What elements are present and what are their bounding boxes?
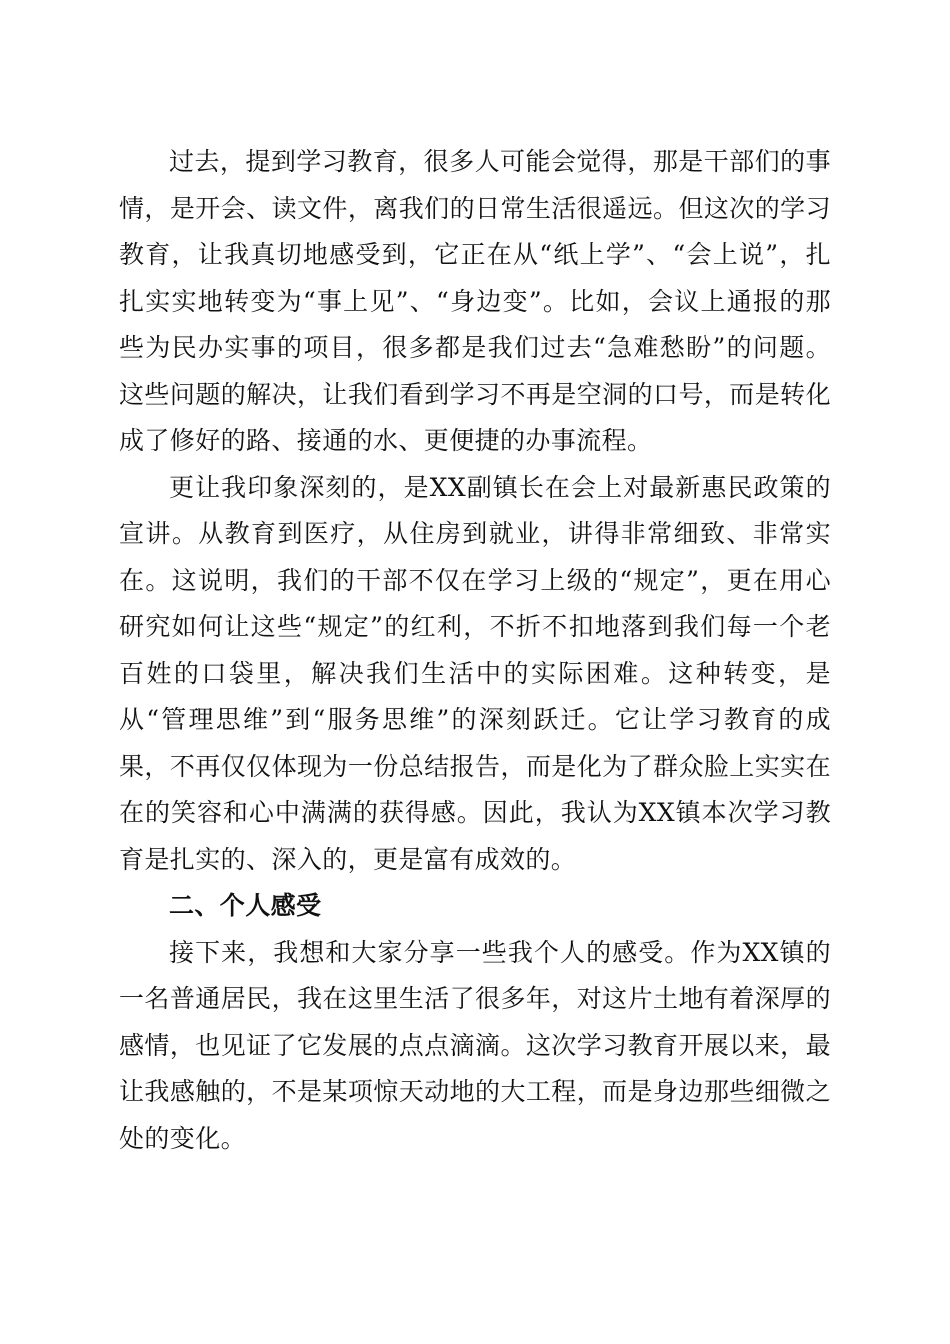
section-heading: 二、个人感受: [169, 891, 322, 920]
document-body: [119, 139, 831, 1162]
section-paragraph-1: 接下来，我想和大家分享一些我个人的感受。作为XX镇的一名普通居民，我在这里生活了很多年，对这片土地有着深厚的感情，也见证了它发展的点点滴滴。这次学习教育开展以来，最让我感触的，不是某项惊天动地的大工程，而是身边那些细微之处的变化。: [119, 937, 831, 1153]
body-paragraph-2: 更让我印象深刻的，是XX副镇长在会上对最新惠民政策的宣讲。从教育到医疗，从住房到就业，讲得非常细致、非常实在。这说明，我们的干部不仅在学习上级的“规定”，更在用心研究如何让这些“规定”的红利，不折不扣地落到我们每一个老百姓的口袋里，解决我们生活中的实际困难。这种转变，是从“管理思维”到“服务思维”的深刻跃迁。它让学习教育的成果，不再仅仅体现为一份总结报告，而是化为了群众脸上实实在在的笑容和心中满满的获得感。因此，我认为XX镇本次学习教育是扎实的、深入的，更是富有成效的。: [119, 472, 831, 874]
body-paragraph-1: 过去，提到学习教育，很多人可能会觉得，那是干部们的事情，是开会、读文件，离我们的日常生活很遥远。但这次的学习教育，让我真切地感受到，它正在从“纸上学”、“会上说”，扎扎实实地转变为“事上见”、“身边变”。比如，会议上通报的那些为民办实事的项目，很多都是我们过去“急难愁盼”的问题。这些问题的解决，让我们看到学习不再是空洞的口号，而是转化成了修好的路、接通的水、更便捷的办事流程。: [119, 147, 831, 455]
